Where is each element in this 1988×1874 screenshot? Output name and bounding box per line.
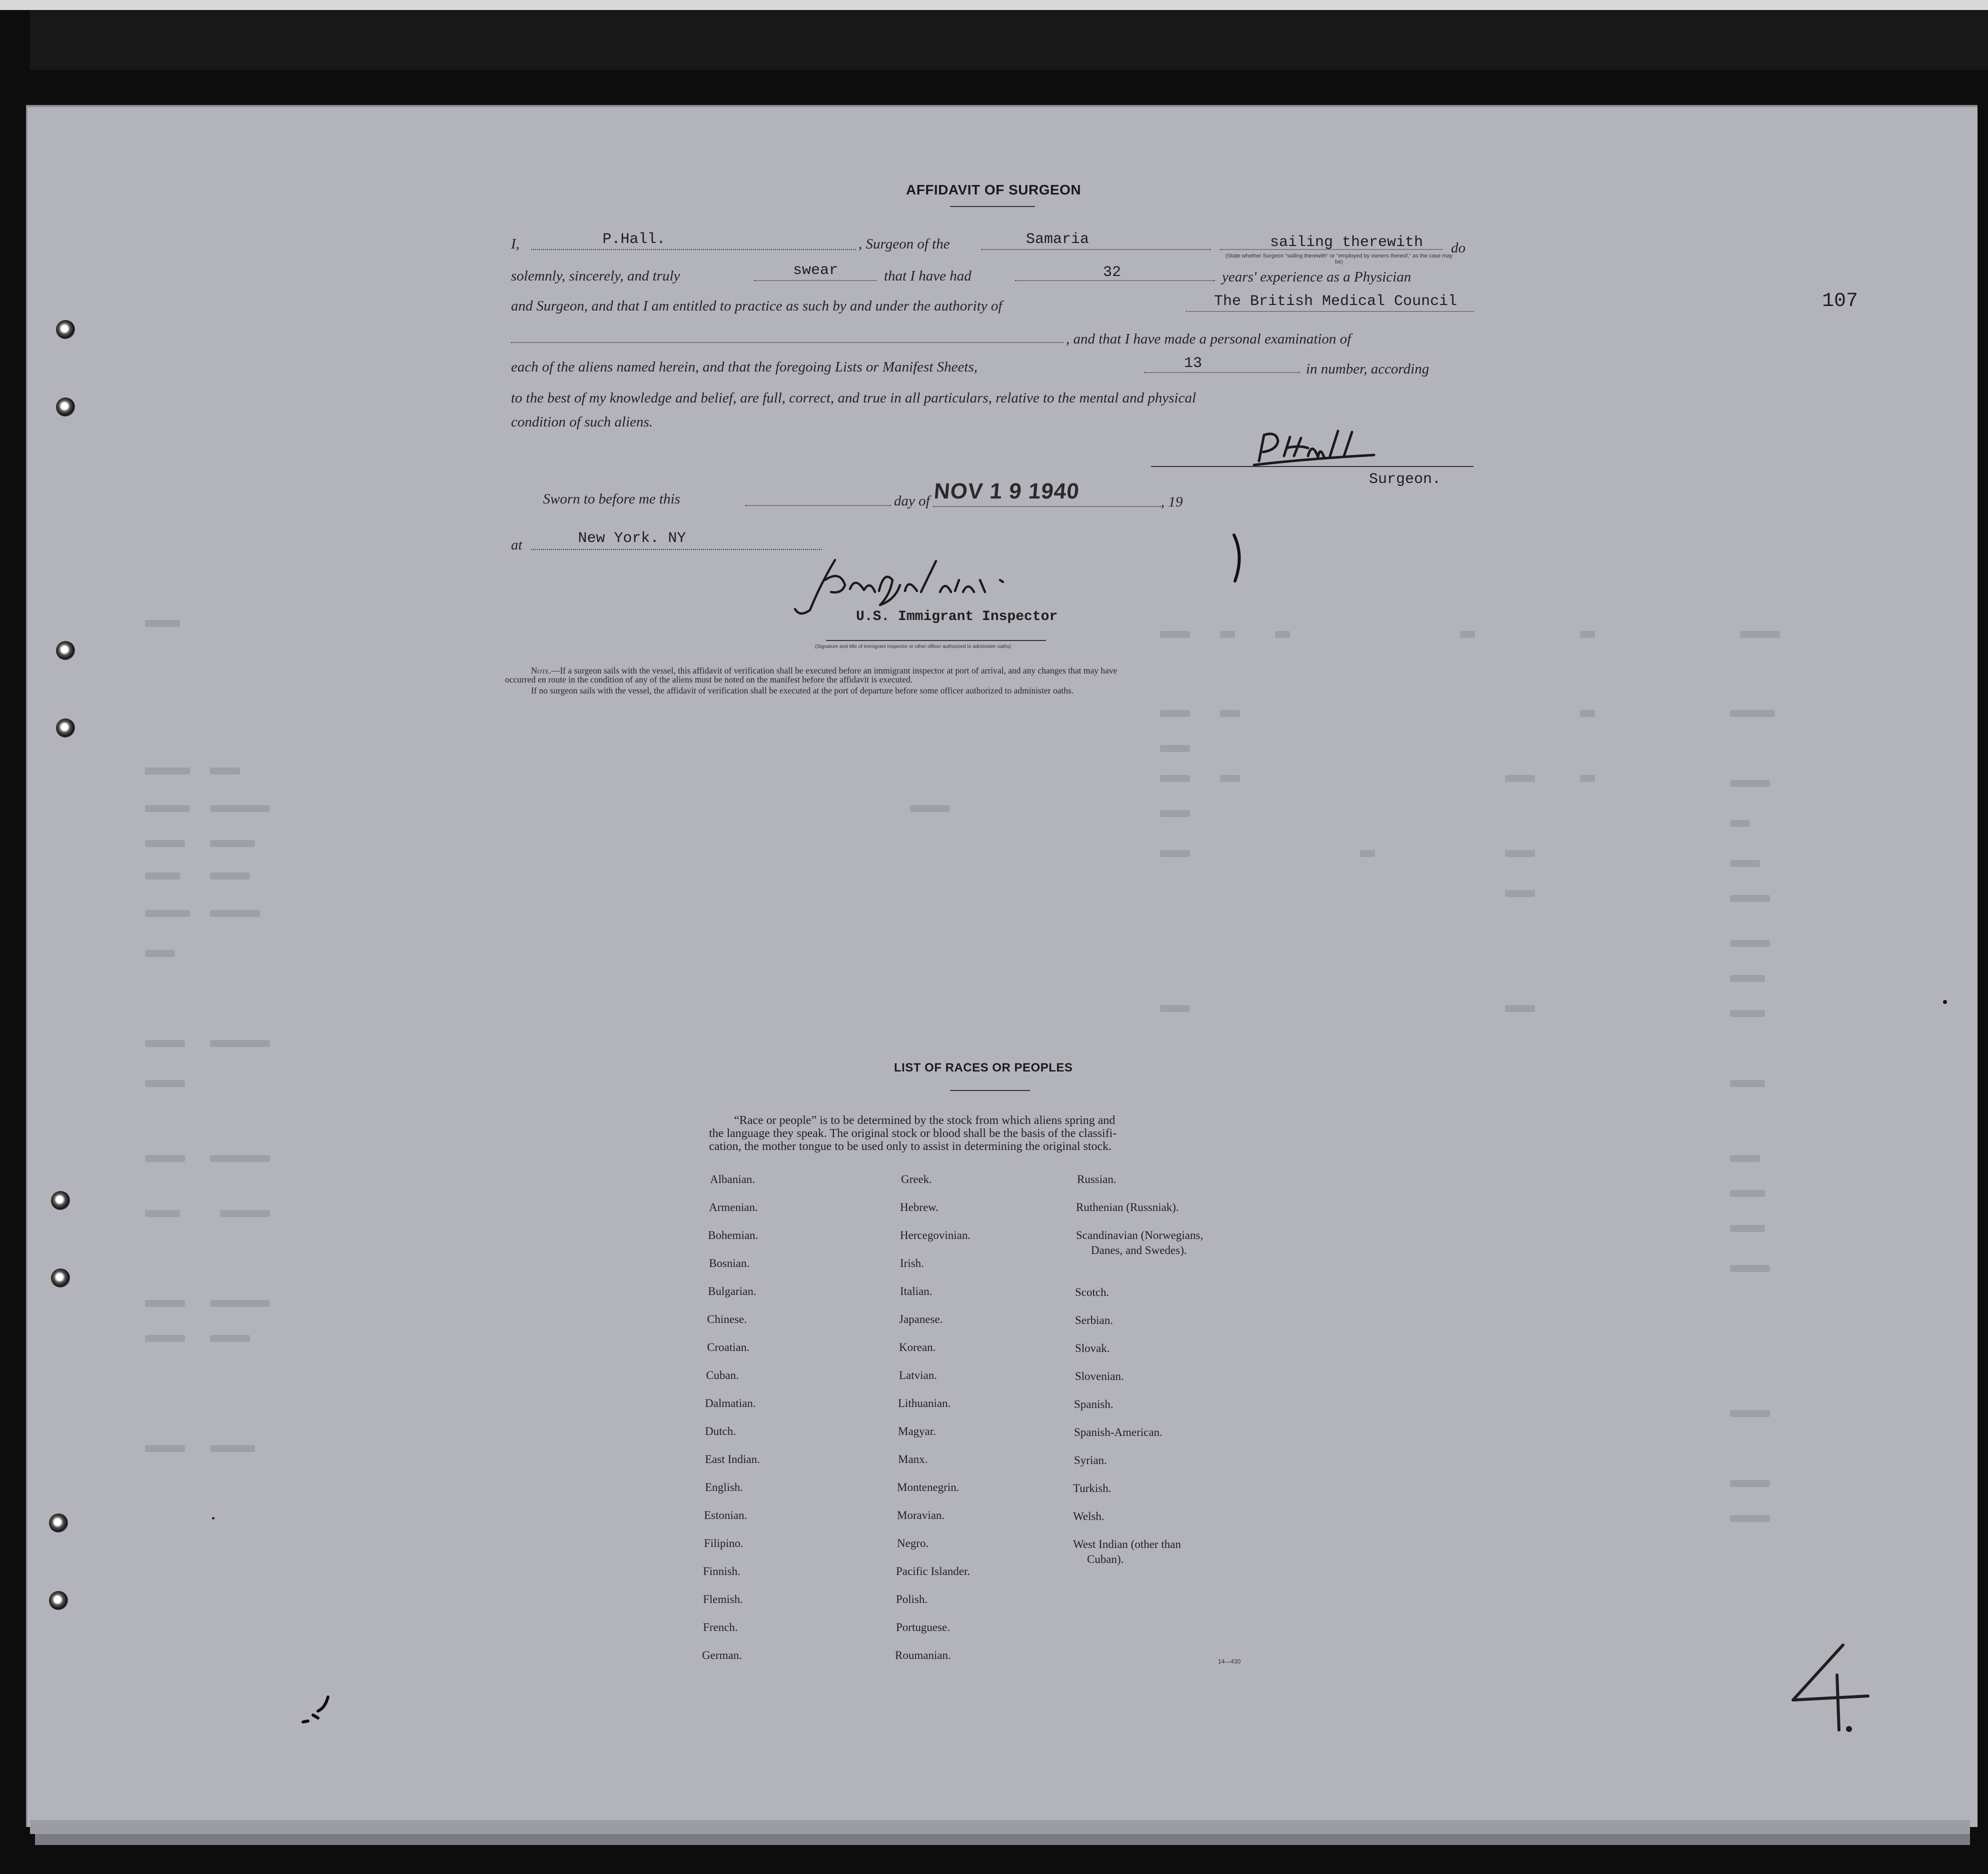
race-item: Montenegrin. [897, 1481, 960, 1494]
ink-dot [212, 1517, 214, 1520]
race-item: Roumanian. [895, 1649, 951, 1662]
affidavit-line-7: condition of such aliens. [511, 414, 653, 430]
race-item: Latvian. [899, 1369, 937, 1382]
page-number: 107 [1822, 290, 1858, 312]
binder-hole [56, 718, 75, 738]
race-item: Turkish. [1073, 1482, 1112, 1494]
surgeon-label: Surgeon. [1369, 471, 1442, 488]
race-item: Spanish-American. [1074, 1426, 1162, 1438]
race-item: Filipino. [704, 1537, 744, 1550]
document-page [26, 105, 1978, 1827]
race-item: Estonian. [704, 1509, 748, 1522]
manifest-sheets-field: 13 [1184, 355, 1202, 372]
race-item: Slovenian. [1075, 1370, 1124, 1382]
race-item: Hebrew. [900, 1201, 939, 1214]
race-item: Moravian. [897, 1509, 945, 1522]
race-item: East Indian. [705, 1453, 760, 1466]
race-item: French. [703, 1621, 738, 1634]
ink-dot [1943, 1000, 1947, 1004]
race-item: Dutch. [705, 1425, 736, 1438]
race-item: Cuban). [1087, 1553, 1124, 1566]
races-title-underline [950, 1090, 1030, 1091]
race-item: Albanian. [710, 1173, 756, 1186]
note-line-3: If no surgeon sails with the vessel, the affidavit of verification shall be executed at the port of departure before some officer authorized to administer oaths. [531, 686, 1074, 696]
oath-field: swear [793, 262, 838, 279]
binder-hole [51, 1268, 70, 1288]
race-item: Syrian. [1074, 1454, 1107, 1466]
page-stack-edge [30, 1820, 1970, 1834]
scan-dark-band [30, 10, 1988, 70]
binder-hole [49, 1514, 68, 1532]
race-item: Cuban. [706, 1369, 739, 1382]
authority-field: The British Medical Council [1214, 293, 1458, 310]
race-item: Polish. [896, 1593, 928, 1606]
race-item: Magyar. [898, 1425, 936, 1438]
page-stack-edge [35, 1834, 1970, 1845]
scan-top-border [0, 0, 1988, 10]
race-item: Lithuanian. [898, 1397, 951, 1410]
race-item: Russian. [1077, 1173, 1116, 1186]
race-item: Bulgarian. [708, 1285, 756, 1298]
races-title: LIST OF RACES OR PEOPLES [894, 1061, 1073, 1074]
race-item: Korean. [899, 1341, 936, 1354]
surgeon-name-field: P.Hall. [602, 231, 666, 248]
binder-hole [49, 1591, 68, 1610]
title-underline [950, 206, 1035, 207]
note-label: Note. [531, 666, 552, 676]
race-item: Scandinavian (Norwegians, [1076, 1229, 1204, 1242]
affidavit-line-6: to the best of my knowledge and belief, are full, correct, and true in all particulars, relative to the mental and physical [511, 390, 1196, 406]
inspector-hint: (Signature and title of immigrant inspector or other officer authorized to administer oaths) [815, 644, 1012, 650]
race-item: Armenian. [709, 1201, 758, 1214]
surgeon-signature-mark [1249, 426, 1379, 471]
years-experience-field: 32 [1103, 264, 1122, 281]
sailing-status-hint: (State whether Surgeon "sailing therewith" or "employed by owners thereof," as the case may be) [1225, 253, 1453, 265]
inspector-title: U.S. Immigrant Inspector [856, 609, 1058, 624]
race-item: Japanese. [899, 1313, 943, 1326]
race-item: Irish. [900, 1257, 924, 1270]
race-item: Manx. [898, 1453, 928, 1466]
binder-hole [56, 398, 75, 416]
race-item: Croatian. [707, 1341, 750, 1354]
race-item: Serbian. [1075, 1314, 1114, 1326]
race-item: Hercegovinian. [900, 1229, 971, 1242]
race-item: Italian. [900, 1285, 932, 1298]
note-line-1: —If a surgeon sails with the vessel, this affidavit of verification shall be executed before an immigrant inspector at port of arrival, and any changes that may have [551, 666, 1118, 676]
pen-mark [1229, 531, 1249, 586]
race-item: Portuguese. [896, 1621, 950, 1634]
race-item: Chinese. [707, 1313, 747, 1326]
race-item: Ruthenian (Russniak). [1076, 1201, 1179, 1214]
race-item: Bosnian. [709, 1257, 750, 1270]
race-item: German. [702, 1649, 742, 1662]
ink-blot [298, 1693, 338, 1728]
race-item: Scotch. [1075, 1286, 1110, 1298]
date-stamp: NOV 1 9 1940 [932, 479, 1081, 504]
binder-hole [56, 320, 75, 339]
race-item: Pacific Islander. [896, 1565, 970, 1578]
form-number: 14—430 [1218, 1658, 1241, 1665]
vessel-name-field: Samaria [1026, 231, 1090, 248]
race-item: West Indian (other than [1073, 1538, 1181, 1550]
race-item: English. [705, 1481, 744, 1494]
binder-hole [51, 1191, 70, 1210]
race-item: Danes, and Swedes). [1091, 1244, 1187, 1256]
affidavit-title: AFFIDAVIT OF SURGEON [906, 182, 1082, 198]
race-item: Finnish. [703, 1565, 740, 1578]
sheet-number-mark [1783, 1640, 1883, 1735]
race-item: Bohemian. [708, 1229, 758, 1242]
race-item: Welsh. [1073, 1510, 1104, 1522]
race-item: Dalmatian. [705, 1397, 756, 1410]
race-item: Spanish. [1074, 1398, 1114, 1410]
race-item: Slovak. [1075, 1342, 1110, 1354]
sailing-status-field: sailing therewith [1270, 234, 1424, 251]
race-item: Negro. [897, 1537, 929, 1550]
race-item: Flemish. [703, 1593, 743, 1606]
note-line-2: occurred en route in the condition of any of the aliens must be noted on the manifest before the affidavit is executed. [505, 674, 913, 684]
place-field: New York. NY [578, 530, 686, 547]
race-item: Greek. [901, 1173, 932, 1186]
binder-hole [56, 641, 75, 660]
